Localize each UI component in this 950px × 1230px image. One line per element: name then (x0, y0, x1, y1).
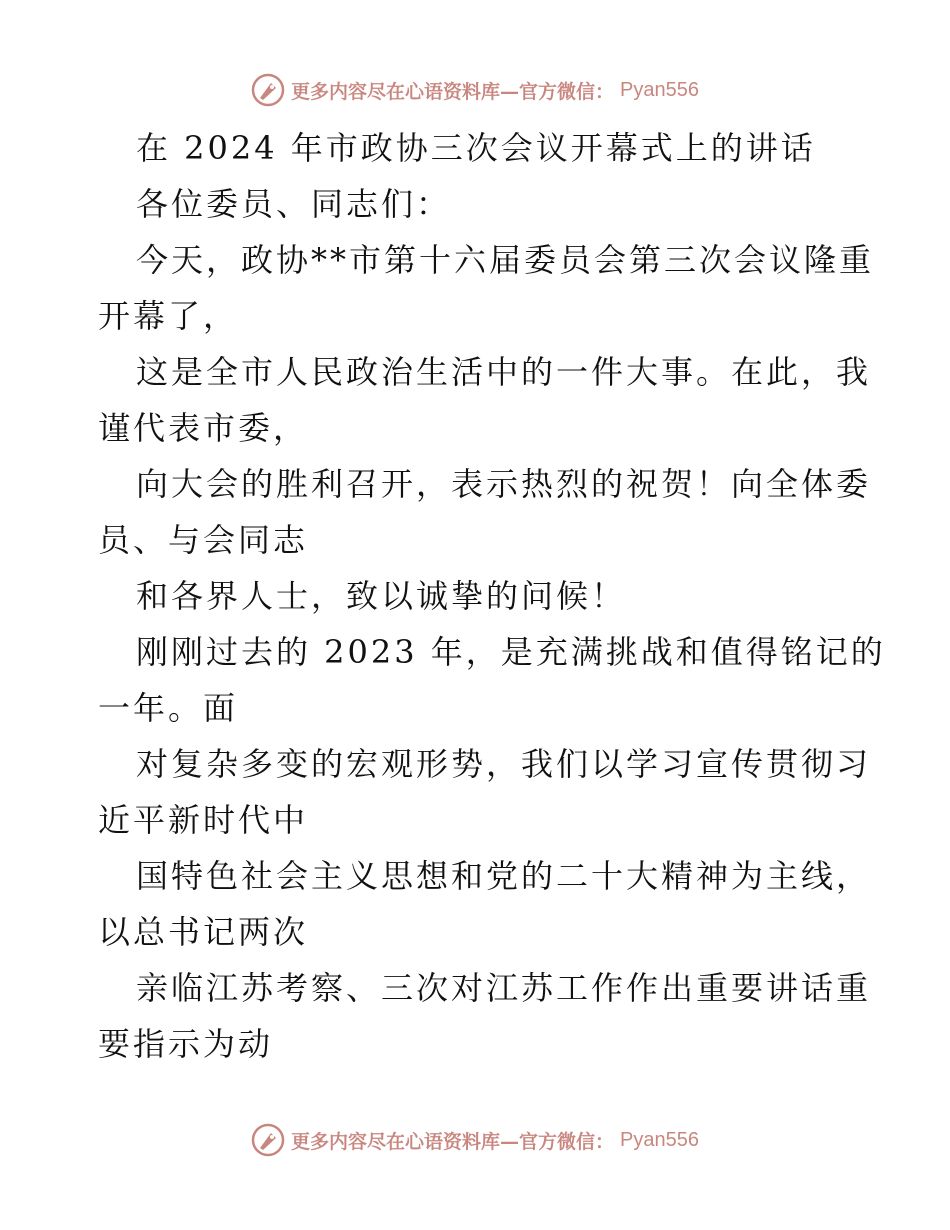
paragraph-line: 这是全市人民政治生活中的一件大事。在此，我 (136, 353, 872, 391)
paragraph-line: 亲临江苏考察、三次对江苏工作作出重要讲话重 (136, 969, 872, 1007)
paragraph-line: 向大会的胜利召开，表示热烈的祝贺！向全体委 (136, 465, 872, 503)
paragraph-line: 以总书记两次 (98, 913, 309, 951)
pen-nib-logo-icon (251, 73, 285, 107)
document-body (98, 120, 886, 1072)
paragraph-line: 开幕了， (98, 297, 239, 335)
pen-nib-logo-icon (251, 1123, 285, 1157)
footer-watermark (0, 1120, 950, 1160)
paragraph-line: 员、与会同志 (98, 521, 309, 559)
watermark-wechat-id: Pyan556 (620, 1128, 699, 1151)
paragraph-line: 国特色社会主义思想和党的二十大精神为主线， (136, 857, 872, 895)
paragraph-line: 要指示为动 (98, 1025, 274, 1063)
watermark-text: 更多内容尽在心语资料库—官方微信： (291, 1130, 615, 1153)
paragraph-line: 刚刚过去的 2023 年，是充满挑战和值得铭记的 (136, 633, 886, 671)
header-watermark (0, 70, 950, 110)
paragraph-line: 今天，政协**市第十六届委员会第三次会议隆重 (136, 241, 875, 279)
paragraph-line: 谨代表市委， (98, 409, 309, 447)
watermark-text: 更多内容尽在心语资料库—官方微信： (291, 80, 615, 103)
paragraph-line: 近平新时代中 (98, 801, 309, 839)
document-title: 在 2024 年市政协三次会议开幕式上的讲话 (136, 129, 816, 167)
paragraph-line: 和各界人士，致以诚挚的问候！ (136, 577, 627, 615)
paragraph-line: 对复杂多变的宏观形势，我们以学习宣传贯彻习 (136, 745, 872, 783)
salutation: 各位委员、同志们： (136, 185, 452, 223)
paragraph-line: 一年。面 (98, 689, 239, 727)
watermark-wechat-id: Pyan556 (620, 78, 699, 101)
